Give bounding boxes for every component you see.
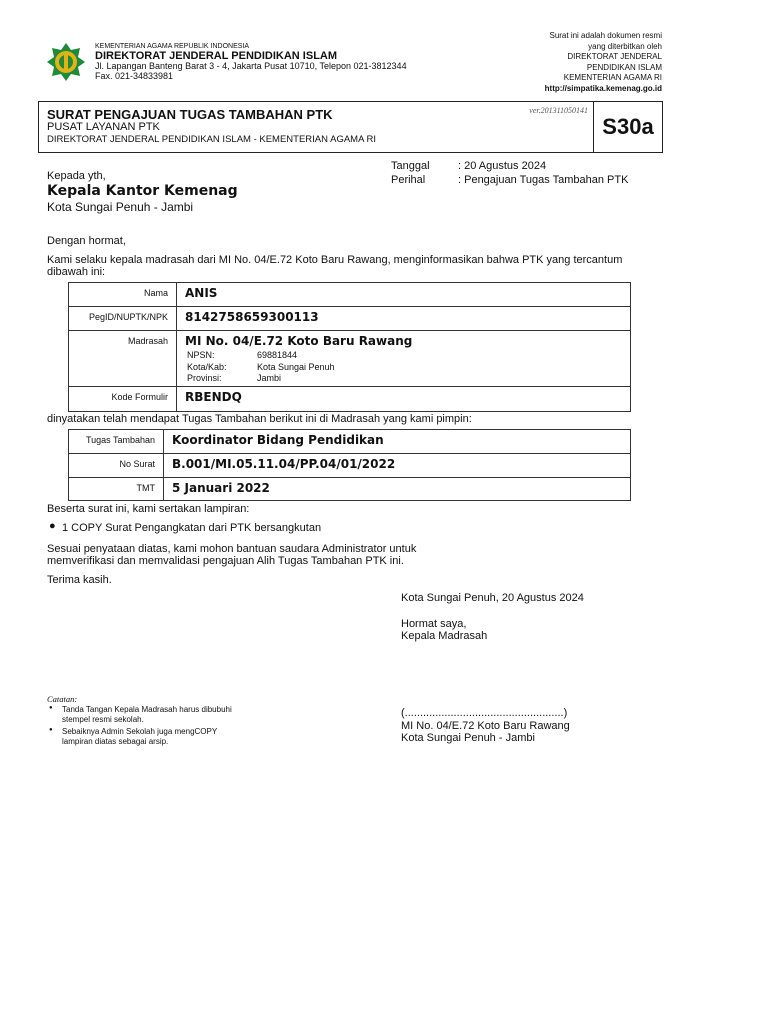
recipient-city: Kota Sungai Penuh - Jambi — [47, 200, 194, 214]
ptk-table — [68, 282, 631, 412]
hormat-text: Hormat saya, — [401, 618, 467, 630]
service-name: PUSAT LAYANAN PTK — [47, 121, 160, 133]
directorate-line: DIREKTORAT JENDERAL PENDIDIKAN ISLAM - KEMENTERIAN AGAMA RI — [47, 134, 377, 145]
signer-city: Kota Sungai Penuh - Jambi — [401, 732, 535, 744]
note-line: Sebaiknya Admin Sekolah juga mengCOPY — [62, 727, 218, 736]
kemenag-logo-icon — [46, 42, 86, 82]
madrasah-cell — [177, 331, 631, 387]
kota-value: Kota Sungai Penuh — [257, 361, 335, 372]
signature-line: (....................................................) — [401, 707, 568, 719]
tmt-value: 5 Januari 2022 — [164, 478, 631, 501]
madrasah-value: MI No. 04/E.72 Koto Baru Rawang — [185, 334, 413, 348]
bullet-icon: ● — [49, 727, 53, 733]
place-date: Kota Sungai Penuh, 20 Agustus 2024 — [401, 592, 584, 604]
provinsi-value: Jambi — [257, 373, 282, 383]
tmt-label: TMT — [69, 478, 164, 501]
address: Jl. Lapangan Banteng Barat 3 - 4, Jakarta Pusat 10710, Telepon 021-3812344 — [95, 61, 407, 71]
signer-school: MI No. 04/E.72 Koto Baru Rawang — [401, 720, 570, 732]
kode-value: RBENDQ — [177, 386, 631, 411]
directorate-name: DIREKTORAT JENDERAL PENDIDIKAN ISLAM — [95, 50, 338, 62]
intro-line-2: dibawah ini: — [47, 266, 106, 278]
npsn-value: 69881844 — [257, 350, 298, 360]
issuer-line: KEMENTERIAN AGAMA RI — [563, 73, 662, 82]
tugas-label: Tugas Tambahan — [69, 430, 164, 454]
intro-line-1: Kami selaku kepala madrasah dari MI No. 04/E.72 Koto Baru Rawang, menginformasikan bahwa PTK yang tercantum — [47, 254, 623, 266]
tanggal-label: Tanggal — [391, 160, 430, 172]
nosurat-label: No Surat — [69, 454, 164, 478]
table-row — [69, 283, 631, 307]
nosurat-value: B.001/MI.05.11.04/PP.04/01/2022 — [164, 454, 631, 478]
table-row — [69, 430, 631, 454]
npsn-label: NPSN: — [187, 350, 215, 360]
kepada-label: Kepada yth, — [47, 170, 106, 182]
letter-title: SURAT PENGAJUAN TUGAS TAMBAHAN PTK — [47, 107, 333, 122]
title-box — [38, 101, 663, 153]
fax: Fax. 021-34833981 — [95, 71, 174, 81]
form-code: S30a — [593, 102, 662, 152]
perihal-value: : Pengajuan Tugas Tambahan PTK — [458, 174, 629, 186]
bullet-icon: ● — [49, 520, 56, 532]
stated-text: dinyatakan telah mendapat Tugas Tambahan berikut ini di Madrasah yang kami pimpin: — [47, 413, 472, 425]
table-row — [69, 454, 631, 478]
table-row — [69, 331, 631, 387]
bullet-icon: ● — [49, 705, 53, 711]
nama-value: ANIS — [177, 283, 631, 307]
pegid-value: 8142758659300113 — [177, 307, 631, 331]
recipient-name: Kepala Kantor Kemenag — [47, 183, 238, 199]
tanggal-value: : 20 Agustus 2024 — [458, 160, 547, 172]
madrasah-details — [185, 349, 337, 386]
attach-intro: Beserta surat ini, kami sertakan lampiran: — [47, 503, 250, 515]
greeting: Dengan hormat, — [47, 235, 126, 247]
kode-label: Kode Formulir — [69, 386, 177, 411]
tugas-value: Koordinator Bidang Pendidikan — [164, 430, 631, 454]
pegid-label: PegID/NUPTK/NPK — [69, 307, 177, 331]
note-line: lampiran diatas sebagai arsip. — [62, 737, 169, 746]
request-line-1: Sesuai penyataan diatas, kami mohon bantuan saudara Administrator untuk — [47, 543, 417, 555]
issuer-url[interactable]: http://simpatika.kemenag.go.id — [544, 83, 662, 93]
notes-title: Catatan: — [47, 694, 78, 704]
issuer-line: yang diterbitkan oleh — [588, 41, 662, 51]
issuer-line: PENDIDIKAN ISLAM — [586, 62, 662, 72]
note-item — [62, 705, 232, 725]
table-row — [69, 386, 631, 411]
issuer-line: DIREKTORAT JENDERAL — [567, 52, 662, 61]
issuer-line: Surat ini adalah dokumen resmi — [549, 31, 662, 40]
kota-label: Kota/Kab: — [187, 361, 227, 372]
attachment-item: 1 COPY Surat Pengangkatan dari PTK bersangkutan — [62, 522, 322, 534]
note-line: stempel resmi sekolah. — [62, 715, 144, 724]
perihal-label: Perihal — [391, 174, 426, 186]
provinsi-label: Provinsi: — [187, 373, 222, 383]
table-row — [69, 478, 631, 501]
nama-label: Nama — [69, 283, 177, 307]
thanks: Terima kasih. — [47, 574, 112, 586]
tugas-table — [68, 429, 631, 501]
signer-role: Kepala Madrasah — [401, 630, 488, 642]
ministry-name: KEMENTERIAN AGAMA REPUBLIK INDONESIA — [95, 43, 250, 50]
version-label: ver.201311050141 — [529, 106, 588, 115]
note-item — [62, 727, 217, 747]
madrasah-label: Madrasah — [69, 331, 177, 387]
request-line-2: memverifikasi dan memvalidasi pengajuan Alih Tugas Tambahan PTK ini. — [47, 555, 404, 567]
note-line: Tanda Tangan Kepala Madrasah harus dibubuhi — [62, 705, 232, 714]
issuer-note — [545, 31, 662, 94]
table-row — [69, 307, 631, 331]
